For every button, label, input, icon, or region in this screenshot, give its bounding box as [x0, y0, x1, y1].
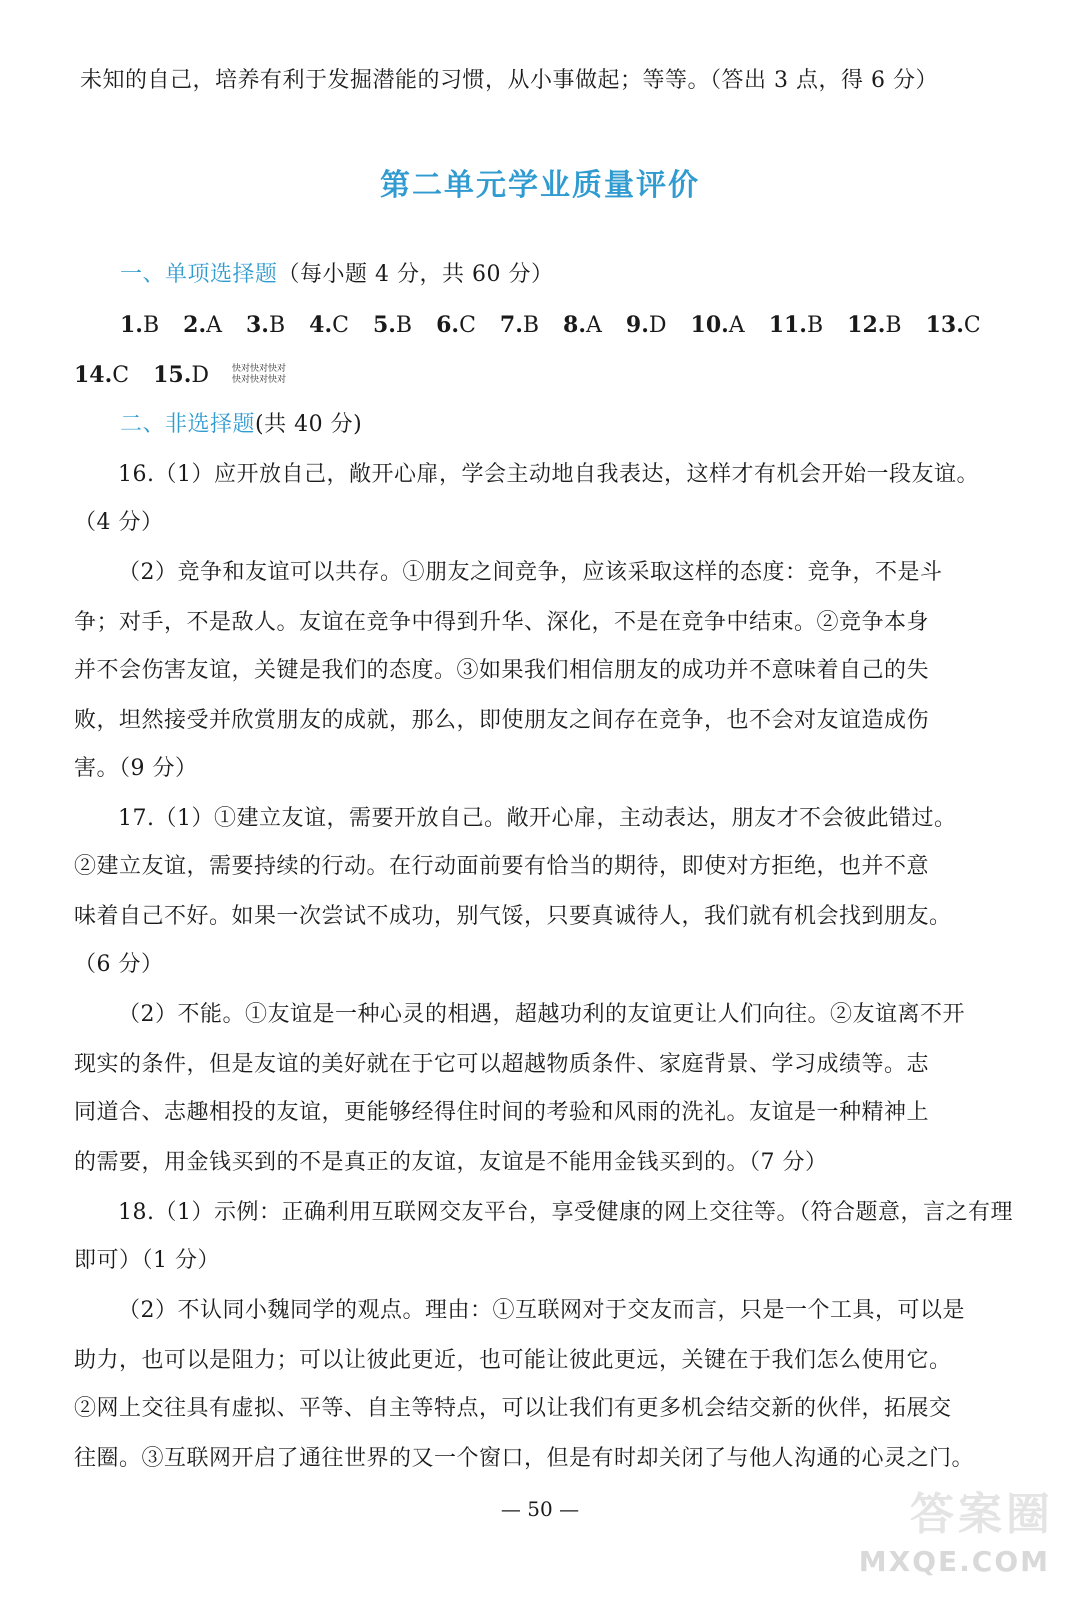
page-title: 第二单元学业质量评价	[380, 168, 700, 203]
answer-line: 往圈。③互联网开启了通往世界的又一个窗口，但是有时却关闭了与他人沟通的心灵之门。	[74, 1446, 975, 1471]
mcq-number: 13.	[925, 312, 964, 338]
answer-line: （6 分）	[74, 952, 164, 977]
mcq-answer	[926, 313, 981, 338]
answer-line: 味着自己不好。如果一次尝试不成功，别气馁，只要真诚待人，我们就有机会找到朋友。	[74, 904, 952, 929]
answer-line: （2）不能。①友谊是一种心灵的相遇，超越功利的友谊更让人们向往。②友谊离不开	[118, 1002, 965, 1027]
mcq-answer	[563, 313, 602, 338]
section-1-label: 一、单项选择题	[120, 262, 278, 287]
mcq-choice: C	[963, 313, 981, 338]
mcq-choice: C	[332, 313, 349, 338]
section-2-label: 二、非选择题	[120, 412, 256, 437]
mcq-number: 8.	[563, 312, 587, 338]
mcq-number: 5.	[372, 312, 396, 338]
answer-line: 16.（1）应开放自己，敞开心扉，学会主动地自我表达，这样才有机会开始一段友谊。	[118, 462, 979, 487]
answer-line: ②网上交往具有虚拟、平等、自主等特点，可以让我们有更多机会结交新的伙伴，拓展交	[74, 1396, 952, 1421]
mcq-answer	[120, 313, 159, 338]
mcq-choice: D	[191, 363, 210, 388]
mcq-number: 15.	[153, 362, 192, 388]
mcq-answer	[436, 313, 476, 338]
answer-line: 败，坦然接受并欣赏朋友的成就，那么，即使朋友之间存在竞争，也不会对友谊造成伤	[74, 708, 930, 733]
section-1-heading	[120, 260, 1008, 290]
answer-line: 害。（9 分）	[74, 756, 198, 781]
mcq-choice: C	[459, 313, 476, 338]
answer-line: 即可）（1 分）	[74, 1248, 220, 1273]
mcq-row-2	[74, 360, 1020, 391]
mcq-answer	[691, 313, 745, 338]
mcq-choice: D	[648, 313, 667, 338]
mcq-row-1	[120, 310, 1020, 341]
mcq-choice: B	[522, 313, 540, 338]
mcq-number: 10.	[690, 312, 729, 338]
mcq-answer	[153, 363, 209, 388]
watermark-logo: 答案圈	[910, 1489, 1054, 1540]
watermark-site: MXQE.COM	[858, 1545, 1050, 1578]
answer-line: （2）不认同小魏同学的观点。理由：①互联网对于交友而言，只是一个工具，可以是	[118, 1298, 965, 1323]
mcq-choice: B	[395, 313, 413, 338]
mcq-number: 7.	[499, 312, 523, 338]
mcq-answer	[246, 313, 285, 338]
mcq-answer	[74, 363, 129, 388]
mcq-answer	[769, 313, 823, 338]
mcq-choice: B	[806, 313, 824, 338]
mcq-choice: A	[728, 313, 745, 338]
answer-line: 17.（1）①建立友谊，需要开放自己。敞开心扉，主动表达，朋友才不会彼此错过。	[118, 806, 957, 831]
mcq-answer	[626, 313, 667, 338]
mcq-number: 14.	[74, 362, 113, 388]
section-1-note: （每小题 4 分，共 60 分）	[277, 262, 554, 287]
page-number: — 50 —	[500, 1497, 580, 1521]
answer-line: （4 分）	[74, 510, 164, 535]
mcq-number: 1.	[120, 312, 143, 338]
answer-line: ②建立友谊，需要持续的行动。在行动面前要有恰当的期待，即使对方拒绝，也并不意	[74, 854, 930, 879]
section-2-heading	[120, 410, 1008, 440]
mcq-choice: A	[586, 313, 602, 338]
answer-line: 18.（1）示例：正确利用互联网交友平台，享受健康的网上交往等。（符合题意，言之有理	[118, 1200, 1013, 1225]
mcq-answer	[847, 313, 901, 338]
mcq-choice: B	[142, 313, 160, 338]
answer-line: 争；对手，不是敌人。友谊在竞争中得到升华、深化，不是在竞争中结束。②竞争本身	[74, 610, 930, 635]
mcq-number: 6.	[436, 312, 460, 338]
mcq-choice: B	[885, 313, 902, 338]
mcq-number: 4.	[309, 312, 333, 338]
mcq-answer	[183, 313, 222, 338]
mcq-answer	[373, 313, 412, 338]
mcq-choice: C	[112, 363, 130, 388]
mcq-number: 3.	[246, 312, 269, 338]
answer-line: 并不会伤害友谊，关键是我们的态度。③如果我们相信朋友的成功并不意味着自己的失	[74, 658, 930, 683]
answer-line: （2）竞争和友谊可以共存。①朋友之间竞争，应该采取这样的态度：竞争，不是斗	[118, 560, 943, 585]
mcq-answer	[500, 313, 539, 338]
mcq-number: 12.	[847, 312, 886, 338]
answer-line: 同道合、志趣相投的友谊，更能够经得住时间的考验和风雨的洗礼。友谊是一种精神上	[74, 1100, 930, 1125]
mcq-number: 2.	[183, 312, 207, 338]
mcq-answer	[309, 313, 349, 338]
stamp-mark: 快对快对快对 快对快对快对	[232, 364, 287, 385]
answer-line: 助力，也可以是阻力；可以让彼此更近，也可能让彼此更远，关键在于我们怎么使用它。	[74, 1348, 952, 1373]
mcq-number: 9.	[625, 312, 649, 338]
section-2-note: (共 40 分)	[255, 412, 363, 437]
answer-line: 现实的条件，但是友谊的美好就在于它可以超越物质条件、家庭背景、学习成绩等。志	[74, 1052, 930, 1077]
top-line: 未知的自己，培养有利于发掘潜能的习惯，从小事做起；等等。（答出 3 点，得 6 分）	[80, 68, 938, 93]
mcq-choice: A	[206, 313, 222, 338]
mcq-number: 11.	[768, 312, 807, 338]
answer-line: 的需要，用金钱买到的不是真正的友谊，友谊是不能用金钱买到的。（7 分）	[74, 1150, 828, 1175]
mcq-choice: B	[268, 313, 286, 338]
